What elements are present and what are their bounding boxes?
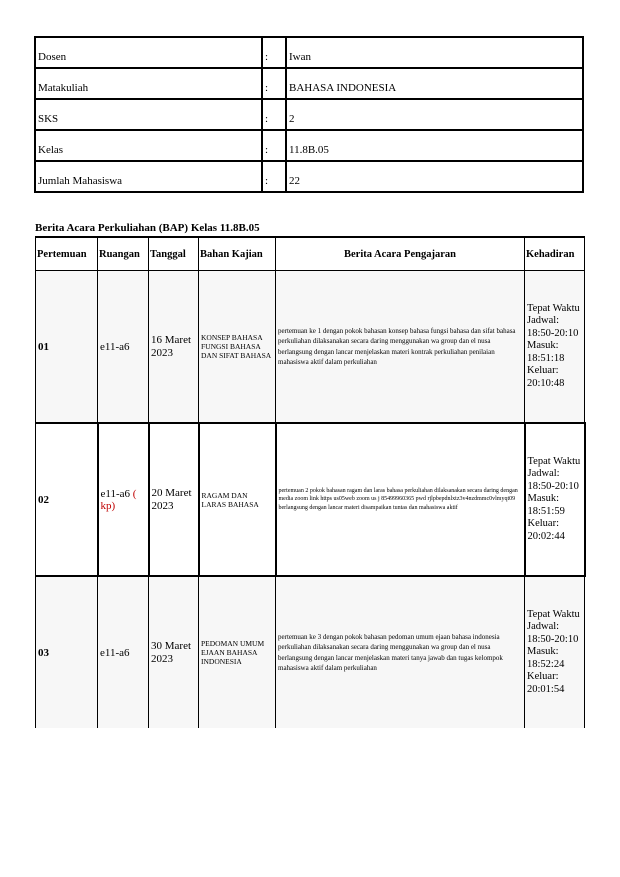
info-value: Iwan <box>286 37 583 68</box>
info-label: Jumlah Mahasiswa <box>35 161 262 192</box>
info-value: 2 <box>286 99 583 130</box>
table-row <box>36 576 585 728</box>
pertemuan-cell: 02 <box>36 423 98 576</box>
schedule-label: Jadwal: <box>527 315 560 327</box>
check-out-label: Keluar: <box>527 365 559 377</box>
berita-acara-cell: pertemuan 2 pokok bahasan ragam dan laras bahasa perkuliahan dilaksanakan secara daring dengan media zoom link https us05web zoom us j 85499960365 pwd rjlpbepdnlxtz3v4nzdmmc0vlmyqt09 berlangsung dengan lancar materi disampaikan tuntas dan mahasiswa aktif <box>276 423 525 576</box>
info-separator: : <box>262 161 286 192</box>
berita-acara-cell: pertemuan ke 3 dengan pokok bahasan pedoman umum ejaan bahasa indonesia perkuliahan dilaksanakan secara daring menggunakan wa group dan el nusa berlangsung dengan lancar menjelaskan materi tanya jawab dan tugas kelompok mahasiswa aktif dalam perkuliahan <box>276 576 525 728</box>
info-row-kelas <box>35 130 583 161</box>
ruangan-text: e11-a6 <box>100 646 130 659</box>
bahan-kajian-cell: PEDOMAN UMUM EJAAN BAHASA INDONESIA <box>199 576 276 728</box>
ruangan-cell <box>98 576 149 728</box>
bahan-kajian-cell: RAGAM DAN LARAS BAHASA <box>199 423 276 576</box>
schedule-time: 18:50-20:10 <box>527 327 579 339</box>
check-in-label: Masuk: <box>527 646 559 658</box>
ruangan-text: e11-a6 <box>100 340 130 353</box>
check-out-label: Keluar: <box>527 671 559 683</box>
check-out-time: 20:10:48 <box>527 377 565 389</box>
ruangan-cell <box>98 271 149 424</box>
course-info-table <box>34 36 584 193</box>
attendance-status: Tepat Waktu <box>527 608 580 620</box>
check-in-time: 18:52:24 <box>527 658 565 670</box>
tanggal-cell: 30 Maret 2023 <box>149 576 199 728</box>
bap-title: Berita Acara Perkuliahan (BAP) Kelas 11.8B.05 <box>35 222 260 234</box>
header-ruangan: Ruangan <box>98 237 149 271</box>
kehadiran-cell <box>525 576 585 728</box>
bahan-kajian-cell: KONSEP BAHASA FUNGSI BAHASA DAN SIFAT BAHASA <box>199 271 276 424</box>
header-pertemuan: Pertemuan <box>36 237 98 271</box>
tanggal-cell: 20 Maret 2023 <box>149 423 199 576</box>
info-separator: : <box>262 99 286 130</box>
info-row-dosen <box>35 37 583 68</box>
header-berita-acara: Berita Acara Pengajaran <box>276 237 525 271</box>
info-label: Kelas <box>35 130 262 161</box>
info-row-jumlah-mahasiswa <box>35 161 583 192</box>
check-in-label: Masuk: <box>527 340 559 352</box>
schedule-time: 18:50-20:10 <box>527 633 579 645</box>
info-row-sks <box>35 99 583 130</box>
schedule-time: 18:50-20:10 <box>527 480 579 492</box>
check-in-label: Masuk: <box>527 493 559 505</box>
info-label: SKS <box>35 99 262 130</box>
bap-table <box>35 236 586 728</box>
berita-acara-cell: pertemuan ke 1 dengan pokok bahasan konsep bahasa fungsi bahasa dan sifat bahasa perkuliahan dilaksanakan secara daring menggunakan wa group dan el nusa berlangsung dengan lancar menjelaskan materi kontrak perkuliahan penilaian mahasiswa aktif dalam perkuliahan <box>276 271 525 424</box>
attendance-status: Tepat Waktu <box>527 302 580 314</box>
header-tanggal: Tanggal <box>149 237 199 271</box>
bap-header-row <box>36 237 585 271</box>
check-in-time: 18:51:18 <box>527 352 565 364</box>
check-out-time: 20:01:54 <box>527 683 565 695</box>
tanggal-cell: 16 Maret 2023 <box>149 271 199 424</box>
table-row <box>36 423 585 576</box>
info-separator: : <box>262 37 286 68</box>
attendance-status: Tepat Waktu <box>527 455 581 467</box>
info-value: 11.8B.05 <box>286 130 583 161</box>
info-row-matakuliah <box>35 68 583 99</box>
schedule-label: Jadwal: <box>527 621 560 633</box>
ruangan-note: ( kp) <box>100 487 137 512</box>
kehadiran-cell <box>525 423 585 576</box>
header-bahan-kajian: Bahan Kajian <box>199 237 276 271</box>
info-label: Matakuliah <box>35 68 262 99</box>
pertemuan-cell: 03 <box>36 576 98 728</box>
check-out-label: Keluar: <box>527 518 559 530</box>
table-row <box>36 271 585 424</box>
schedule-label: Jadwal: <box>527 468 560 480</box>
header-kehadiran: Kehadiran <box>525 237 585 271</box>
info-separator: : <box>262 130 286 161</box>
info-separator: : <box>262 68 286 99</box>
info-label: Dosen <box>35 37 262 68</box>
ruangan-cell <box>98 423 149 576</box>
check-out-time: 20:02:44 <box>527 530 565 542</box>
check-in-time: 18:51:59 <box>527 505 565 517</box>
ruangan-text: e11-a6 <box>100 487 131 500</box>
kehadiran-cell <box>525 271 585 424</box>
info-value: BAHASA INDONESIA <box>286 68 583 99</box>
pertemuan-cell: 01 <box>36 271 98 424</box>
info-value: 22 <box>286 161 583 192</box>
